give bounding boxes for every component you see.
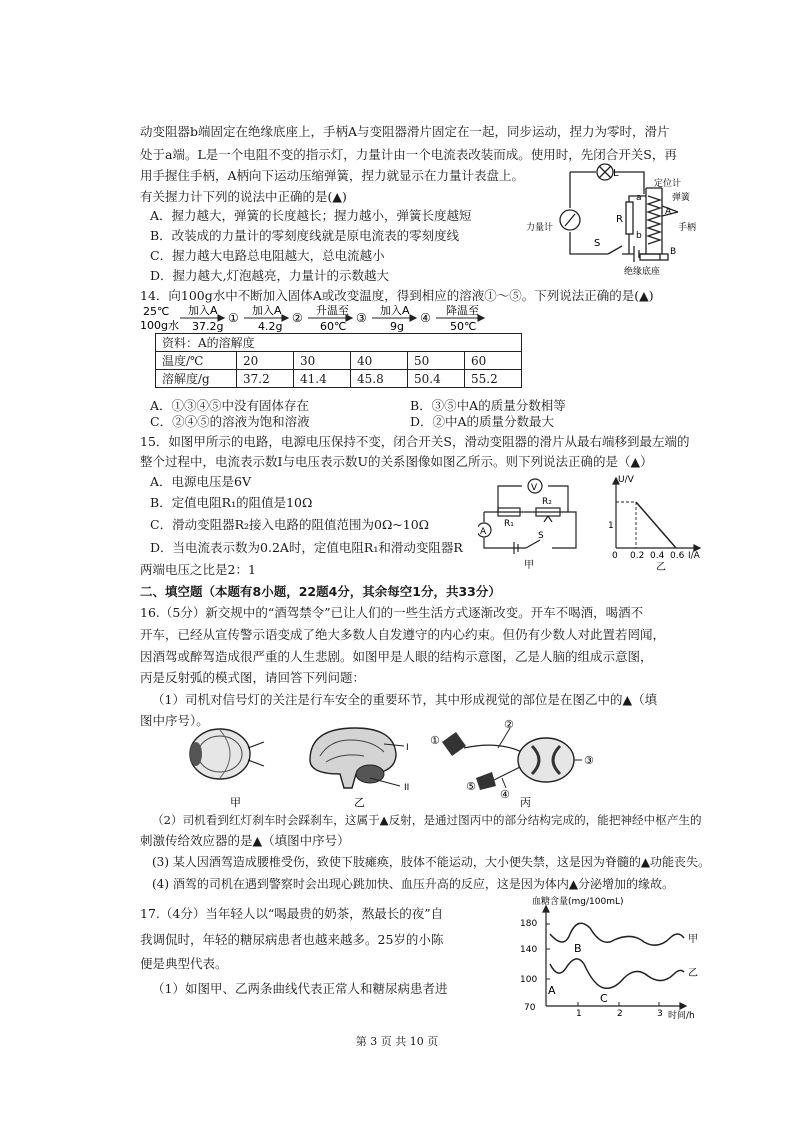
- brain-label-ii: II: [404, 783, 410, 793]
- q16-part-1b: 图中序号）。: [140, 713, 209, 728]
- fig-label-dingweiji: 定位计: [654, 179, 682, 189]
- graph-x-tick-2: 0.4: [650, 551, 665, 561]
- q15-option-c: C．滑动变阻器R₂接入电路的阻值范围为0Ω~10Ω: [150, 517, 430, 532]
- q17-y-tick-70: 70: [524, 1003, 536, 1013]
- reflex-label-2: ②: [504, 718, 514, 731]
- reflex-arc-diagram: [442, 728, 582, 790]
- q17-y-tick-100: 100: [520, 975, 538, 985]
- q17-label-b: B: [574, 942, 582, 955]
- fig-label-tanhuang: 弹簧: [672, 193, 691, 203]
- caption-jia: 甲: [230, 796, 241, 809]
- caption-yi: 乙: [354, 796, 365, 809]
- intro-line-1: 动变阻器b端固定在绝缘底座上，手柄A与变阻器滑片固定在一起，同步运动，捏力为零时，滑片: [140, 124, 670, 139]
- graph-caption: 乙: [656, 562, 666, 572]
- flow-start-water: 100g水: [140, 319, 179, 332]
- flow-step-3-top: 升温至: [316, 304, 349, 317]
- q14-option-c: C．②④⑤的溶液为饱和溶液: [150, 414, 310, 429]
- q17-x-tick-3: 3: [657, 1009, 663, 1019]
- fig-label-dizuo: 绝缘底座: [624, 267, 661, 277]
- table-r2-c3: 41.4: [294, 370, 351, 388]
- q17-line-3: 便是典型代表。: [140, 956, 228, 971]
- q17-y-tick-180: 180: [520, 919, 538, 929]
- q15-option-a: A．电源电压是6V: [150, 474, 252, 489]
- solubility-table-title: 资料：A的溶解度: [156, 334, 522, 352]
- reflex-label-1: ①: [430, 734, 440, 747]
- table-r1-c6: 60: [465, 352, 522, 370]
- q16-line-4: 丙是反射弧的模式图，请回答下列问题：: [140, 670, 366, 685]
- fig-label-l: L: [613, 168, 619, 179]
- fig-label-shoubing: 手柄: [678, 223, 697, 233]
- q16-part-1a: （1）司机对信号灯的关注是行车安全的重要环节，其中形成视觉的部位是在图乙中的▲（填: [152, 692, 658, 707]
- table-r2-c1: 溶解度/g: [156, 370, 237, 388]
- circuit-label-a: A: [480, 527, 487, 537]
- graph-x-tick-0: 0: [612, 551, 618, 561]
- circuit-label-v: V: [531, 483, 538, 493]
- q14-stem: 14．向100g水中不断加入固体A或改变温度，得到相应的溶液①～⑤。下列说法正确的是(▲): [140, 288, 654, 303]
- table-r1-c2: 20: [237, 352, 294, 370]
- circuit-caption: 甲: [524, 560, 534, 571]
- graph-xlabel: I/A: [688, 551, 700, 561]
- flow-step-4-bottom: 9g: [390, 320, 404, 333]
- flow-step-4-top: 加入A: [380, 304, 410, 317]
- q15-graph-figure: [600, 472, 710, 572]
- q13-option-c: C．握力越大电路总电阻越大，总电流越小: [150, 248, 385, 263]
- table-r1-c5: 50: [408, 352, 465, 370]
- q16-part-2b: 刺激传给效应器的是▲（填图中序号）: [140, 833, 350, 848]
- q17-line-4: （1）如图甲、乙两条曲线代表正常人和糖尿病患者进: [152, 981, 448, 996]
- table-r1-c1: 温度/℃: [156, 352, 237, 370]
- q15-option-d-cont: 两端电压之比是2：1: [140, 562, 256, 577]
- q16-part-4: (4) 酒驾的司机在遇到警察时会出现心跳加快、血压升高的反应，这是因为体内▲分泌增加的缘故。: [152, 877, 675, 891]
- reflex-label-5: ⑤: [466, 780, 476, 793]
- flow-step-5-top: 降温至: [446, 304, 479, 317]
- q13-option-a: A．握力越大，弹簧的长度越长；握力越小，弹簧长度越短: [150, 208, 472, 223]
- q17-label-jia: 甲: [688, 934, 698, 945]
- table-r1-c4: 40: [351, 352, 408, 370]
- grip-meter-figure: [522, 162, 702, 284]
- flow-step-3-result: ③: [356, 311, 367, 325]
- fig-label-a-upper: A: [665, 207, 672, 217]
- graph-x-tick-3: 0.6: [670, 551, 685, 561]
- q13-option-d: D．握力越大,灯泡越亮，力量计的示数越大: [150, 268, 389, 283]
- table-r2-c2: 37.2: [237, 370, 294, 388]
- flow-step-4-result: ④: [420, 311, 431, 325]
- intro-line-3: 用手握住手柄，A柄向下运动压缩弹簧，捏力就显示在力量计表盘上。: [140, 168, 525, 183]
- circuit-label-r2: R₂: [542, 497, 552, 507]
- graph-ylabel: U/V: [618, 475, 634, 485]
- q17-label-a: A: [548, 984, 556, 997]
- flow-step-5-bottom: 50℃: [450, 320, 477, 333]
- q17-graph-ylabel: 血糖含量(mg/100mL): [532, 897, 624, 907]
- circuit-label-r1: R₁: [504, 519, 514, 529]
- flow-step-1-bottom: 37.2g: [192, 320, 224, 333]
- q16-figures: [180, 718, 620, 810]
- fig-label-r: R: [616, 214, 623, 225]
- q17-label-c: C: [600, 992, 608, 1005]
- circuit-label-s: S: [538, 531, 544, 541]
- table-r2-c5: 50.4: [408, 370, 465, 388]
- flow-step-3-bottom: 60℃: [320, 320, 347, 333]
- table-r2-c6: 55.2: [465, 370, 522, 388]
- eye-diagram: [190, 729, 264, 779]
- table-r2-c4: 45.8: [351, 370, 408, 388]
- brain-diagram: [310, 728, 404, 788]
- q16-part-3: (3) 某人因酒驾造成腰椎受伤，致使下肢瘫痪，肢体不能运动，大小便失禁，这是因为脊髓的▲功能丧失。: [152, 855, 711, 869]
- flow-step-2-result: ②: [292, 311, 303, 325]
- q17-x-tick-1: 1: [576, 1009, 582, 1019]
- brain-label-i: I: [406, 743, 409, 753]
- q13-question: 有关握力计下列的说法中正确的是(▲): [140, 189, 347, 204]
- q15-stem-1: 15．如图甲所示的电路，电源电压保持不变，闭合开关S，滑动变阻器的滑片从最右端移到最左端的: [140, 434, 690, 449]
- q14-option-a: A．①③④⑤中没有固体存在: [150, 398, 310, 413]
- q16-line-3: 因酒驾或醉驾造成很严重的人生悲剧。如图甲是人眼的结构示意图，乙是人脑的组成示意图，: [140, 649, 653, 664]
- section-2-title: 二、填空题（本题有8小题，22题4分，其余每空1分，共33分）: [140, 584, 501, 599]
- q17-blood-sugar-graph: [518, 894, 708, 1024]
- q17-line-2: 我调侃时，年轻的糖尿病患者也越来越多。25岁的小陈: [140, 932, 444, 947]
- caption-bing: 丙: [520, 796, 531, 809]
- q17-x-tick-2: 2: [617, 1009, 623, 1019]
- flow-start-temp: 25℃: [143, 305, 170, 318]
- q15-circuit-figure: [478, 472, 582, 572]
- q16-line-1: 16.（5分）新交规中的“酒驾禁令”已让人们的一些生活方式逐渐改变。开车不喝酒，喝酒不: [140, 605, 644, 620]
- page-footer: 第 3 页 共 10 页: [355, 1035, 439, 1048]
- q17-xlabel: 时间/h: [668, 1011, 695, 1021]
- q16-part-2a: （2）司机看到红灯刹车时会踩刹车，这属于▲反射，是通过图丙中的部分结构完成的，能把神经中枢产生的: [152, 813, 702, 827]
- flow-step-1-top: 加入A: [188, 304, 218, 317]
- q15-option-d: D．当电流表示数为0.2A时，定值电阻R₁和滑动变阻器R: [150, 540, 463, 555]
- table-r1-c3: 30: [294, 352, 351, 370]
- fig-label-a-lower: a: [636, 193, 642, 203]
- q17-y-tick-140: 140: [520, 945, 538, 955]
- q14-option-b: B．③⑤中A的质量分数相等: [410, 398, 566, 413]
- flow-step-2-top: 加入A: [252, 304, 282, 317]
- fig-label-b-lower: b: [636, 231, 642, 241]
- flow-step-2-bottom: 4.2g: [258, 320, 283, 333]
- reflex-label-4: ④: [500, 788, 510, 801]
- q14-flow-diagram: [140, 303, 500, 333]
- q17-line-1: 17.（4分）当年轻人以“喝最贵的奶茶，熬最长的夜”自: [140, 906, 444, 921]
- solubility-table: [155, 333, 522, 388]
- flow-step-1-result: ①: [228, 311, 239, 325]
- q15-stem-2: 整个过程中，电流表示数I与电压表示数U的关系图像如图乙所示。则下列说法正确的是（▲）: [140, 454, 653, 469]
- q14-option-d: D．②中A的质量分数最大: [410, 414, 555, 429]
- fig-label-s: S: [594, 238, 601, 249]
- graph-x-tick-1: 0.2: [630, 551, 645, 561]
- q13-option-b: B．改装成的力量计的零刻度线就是原电流表的零刻度线: [150, 228, 460, 243]
- q17-label-yi: 乙: [688, 968, 698, 979]
- intro-line-2: 处于a端。L是一个电阻不变的指示灯，力量计由一个电流表改装而成。使用时，先闭合开关S，再: [140, 147, 677, 162]
- q16-line-2: 开车，已经从宣传警示语变成了绝大多数人自发遵守的内心约束。但仍有少数人对此置若罔闻，: [140, 627, 666, 642]
- graph-y-tick: 1: [608, 521, 614, 531]
- fig-label-b-upper: B: [670, 247, 677, 257]
- reflex-label-3: ③: [584, 754, 594, 767]
- q15-option-b: B．定值电阻R₁的阻值是10Ω: [150, 495, 313, 510]
- fig-label-liliangji: 力量计: [526, 223, 554, 233]
